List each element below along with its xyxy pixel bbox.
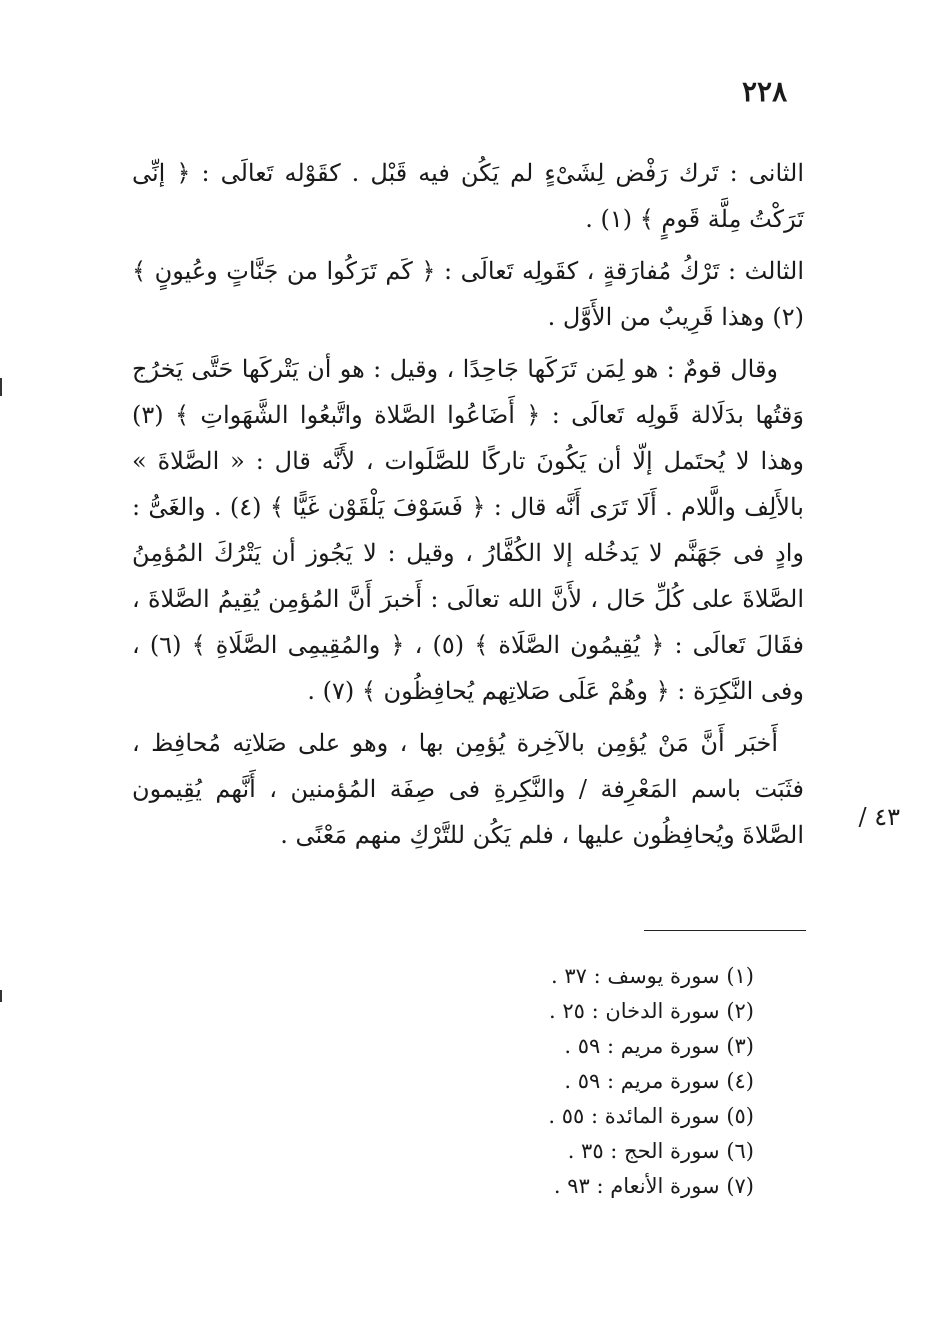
footnote-item: (٦) سورة الحج : ٣٥ . xyxy=(567,1139,754,1163)
footnote-item: (١) سورة يوسف : ٣٧ . xyxy=(551,964,754,988)
manuscript-folio-note: ٤٣ / xyxy=(858,803,900,831)
paragraph-opinions: وقال قومٌ : هو لِمَن تَرَكَها جَاحِدًا ، وقيل : هو أن يَتْركَها حَتَّى يَخرُج وَقتُها بدَلَالة قَولِه تَعالَى : ﴿ أَضَاعُوا الصَّلاة واتَّبعُوا الشَّهَواتِ ﴾ (٣) وهذا لا يُحتَمل إلّا أن يَكُونَ تاركًا للصَّلَوات ، لأَنَّه قال : « الصَّلاةَ » بالأَلِف والَّلام . أَلَا تَرَى أَنَّه قال : ﴿ فَسَوْفَ يَلْقَوْن غَيًّا ﴾ (٤) . والغَىُّ : وادٍ فى جَهَنَّم لا يَدخُله إلا الكُفَّارُ ، وقيل : لا يَجُوز أن يَتْرُكَ المُؤمِنُ الصَّلاةَ على كُلِّ حَال ، لأَنَّ الله تعالَى : أَخبرَ أَنَّ المُؤمِن يُقِيمُ الصَّلاةَ ، فقَالَ تَعالَى : ﴿ يُقِيمُون الصَّلَاة ﴾ (٥) ، ﴿ والمُقِيمِى الصَّلَاةِ ﴾ (٦) ، وفى النَّكِرَة : ﴿ وهُمْ عَلَى صَلاتِهم يُحافِظُون ﴾ (٧) . xyxy=(132,355,805,705)
footnote-separator xyxy=(644,930,806,931)
page-number: ٢٢٨ xyxy=(742,75,788,108)
footnote-item: (٧) سورة الأنعام : ٩٣ . xyxy=(553,1174,754,1198)
footnote-item: (٤) سورة مريم : ٥٩ . xyxy=(564,1069,754,1093)
footnote-item: (٣) سورة مريم : ٥٩ . xyxy=(564,1034,754,1058)
scan-edge-mark xyxy=(0,990,2,1002)
paragraph-second-meaning: الثانى : تَرك رَفْض لِشَىْءٍ لم يَكُن فيه قَبْل . كقَوْله تَعالَى : ﴿ إنِّى تَرَكْتُ مِلَّة قَومٍ ﴾ (١) . xyxy=(132,159,804,233)
paragraph-conclusion: أَخبَر أَنَّ مَنْ يُؤمِن بالآخِرة يُؤمِن بها ، وهو على صَلاتِه مُحافِظ ، فثَبَت باسم المَعْرِفة / والنَّكِرةِ فى صِفَة المُؤمنين ، أَنَّهم يُقِيمون الصَّلاةَ ويُحافِظُون عليها ، فلم يَكُن للتَّرْكِ منهم مَعْنًى . xyxy=(132,729,804,849)
scan-edge-mark xyxy=(0,378,2,396)
paragraph-third-meaning: الثالث : تَرْكُ مُفارَقةٍ ، كقَولِه تَعالَى : ﴿ كَم تَرَكُوا من جَنَّاتٍ وعُيونٍ ﴾ (٢) وهذا قَرِيبٌ من الأَوَّل . xyxy=(132,257,804,331)
footnote-item: (٢) سورة الدخان : ٢٥ . xyxy=(548,999,754,1023)
main-text xyxy=(132,150,804,864)
footnotes-list xyxy=(470,960,754,1205)
footnote-item: (٥) سورة المائدة : ٥٥ . xyxy=(548,1104,754,1128)
